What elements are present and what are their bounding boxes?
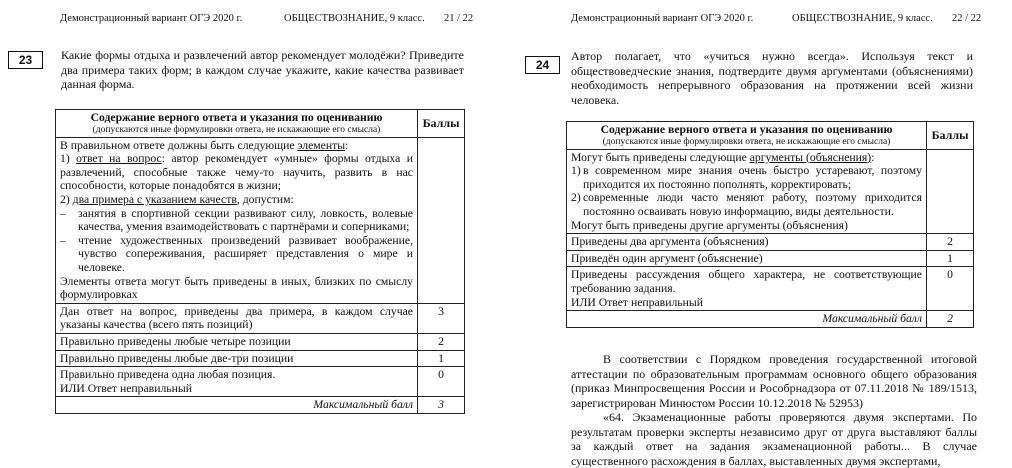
page-number: 22 / 22 — [952, 13, 982, 24]
max-score-value: 3 — [418, 397, 465, 414]
list-item: 1) в современном мире знания очень быстро устаревают, поэтому приходится их постоянно пополнять, корректировать; — [571, 164, 922, 191]
max-score-label: Максимальный балл — [56, 397, 418, 414]
table-row — [567, 250, 974, 267]
scoring-table — [55, 109, 465, 414]
answer-content-row — [56, 137, 465, 303]
criteria-header — [567, 122, 927, 150]
question-text: Какие формы отдыха и развлечений автор рекомендует молодёжи? Приведите два примера таких форм; в каждом случае укажите, какие качества развивает данная форма. — [61, 48, 464, 91]
criteria-header-note: (допускаются иные формулировки ответа, не искажающие его смысла) — [602, 136, 891, 147]
criterion-score: 3 — [418, 303, 465, 333]
answer-closing: Элементы ответа могут быть приведены в иных, близких по смыслу формулировках — [60, 274, 413, 302]
list-item: – чтение художественных произведений развивает воображение, чувство сопереживания, расширяет представления о мире и человеке. — [60, 234, 413, 275]
table-row — [56, 350, 465, 367]
max-score-label: Максимальный балл — [567, 311, 927, 328]
table-row — [567, 234, 974, 251]
question-text: Автор полагает, что «учиться нужно всегда». Используя текст и обществоведческие знания, подтвердите двумя аргументами (объяснениями) необходимость непрерывного образования на протяжении всей жизни человека. — [571, 49, 973, 107]
question-number: 24 — [525, 56, 560, 74]
regulation-text — [571, 352, 977, 468]
question-number: 23 — [8, 51, 43, 69]
regulation-paragraph: «64. Экзаменационные работы проверяются двумя экспертами. По результатам проверки эксперты независимо друг от друга выставляют баллы за каждый ответ на задания экзаменационной работы... В случае существенного расхождения в баллах, выставленных двумя экспертами, — [571, 410, 977, 468]
criterion-text: Приведены рассуждения общего характера, не соответствующие требованию задания. ИЛИ Ответ неправильный — [567, 267, 927, 311]
criterion-text: Правильно приведена одна любая позиция. ИЛИ Ответ неправильный — [56, 367, 418, 397]
criterion-text: Приведены два аргумента (объяснения) — [567, 234, 927, 251]
page-header-subject: ОБЩЕСТВОЗНАНИЕ, 9 класс. — [284, 13, 425, 24]
answer-intro: В правильном ответе должны быть следующие элементы: — [60, 138, 349, 152]
max-score-value: 2 — [927, 311, 974, 328]
criterion-text: Приведён один аргумент (объяснение) — [567, 250, 927, 267]
list-item: – занятия в спортивной секции развивают силу, ловкость, волевые качества, умения взаимодействовать с партнёрами и соперниками; — [60, 207, 413, 234]
table-header-row — [56, 110, 465, 138]
answer-closing: Могут быть приведены другие аргументы (объяснения) — [571, 218, 848, 232]
criteria-header-title: Содержание верного ответа и указания по оцениванию — [600, 123, 893, 136]
answer-element-1: 1) ответ на вопрос: автор рекомендует «умные» формы отдыха и развлечений, способные также чему-то научить, развить в нас способности, которые понадобятся в жизни; — [60, 152, 413, 193]
score-header: Баллы — [418, 110, 465, 138]
criterion-text: Правильно приведены любые две-три позиции — [56, 350, 418, 367]
regulation-paragraph: В соответствии с Порядком проведения государственной итоговой аттестации по образовательным программам основного общего образования (приказ Минпросвещения России и Рособрнадзора от 07.11.2018 № 189/1513, зарегистрирован Минюстом России 10.12.2018 № 52953) — [571, 352, 977, 410]
example-list — [60, 207, 413, 275]
page-header-title: Демонстрационный вариант ОГЭ 2020 г. — [60, 13, 243, 24]
criteria-header-note: (допускаются иные формулировки ответа, не искажающие его смысла) — [92, 124, 381, 135]
criterion-text: Правильно приведены любые четыре позиции — [56, 333, 418, 350]
criterion-score: 2 — [418, 333, 465, 350]
criterion-text: Дан ответ на вопрос, приведены два примера, в каждом случае указаны качества (всего пять позиций) — [56, 303, 418, 333]
answer-element-2: 2) два примера с указанием качеств, допустим: — [60, 192, 294, 206]
criterion-score: 0 — [927, 267, 974, 311]
score-cell-empty — [418, 137, 465, 303]
page-number: 21 / 22 — [444, 13, 474, 24]
argument-list — [571, 164, 922, 218]
page-header-subject: ОБЩЕСТВОЗНАНИЕ, 9 класс. — [792, 13, 933, 24]
table-header-row — [567, 122, 974, 150]
scoring-table — [566, 121, 974, 328]
page-header-title: Демонстрационный вариант ОГЭ 2020 г. — [571, 13, 754, 24]
max-score-row — [56, 397, 465, 414]
table-row — [56, 333, 465, 350]
max-score-row — [567, 311, 974, 328]
list-item: 2) современные люди часто меняют работу, поэтому приходится постоянно осваивать новую информацию, виды деятельности. — [571, 191, 922, 218]
criterion-score: 1 — [418, 350, 465, 367]
criterion-score: 0 — [418, 367, 465, 397]
right-page — [506, 0, 1012, 468]
left-page — [0, 0, 506, 460]
answer-content-row — [567, 149, 974, 234]
criteria-header-title: Содержание верного ответа и указания по оцениванию — [90, 111, 383, 124]
answer-intro: Могут быть приведены следующие аргументы (объяснения): — [571, 150, 875, 164]
answer-content — [567, 149, 927, 234]
criterion-score: 2 — [927, 234, 974, 251]
criteria-header — [56, 110, 418, 138]
table-row — [56, 367, 465, 397]
score-cell-empty — [927, 149, 974, 234]
score-header: Баллы — [927, 122, 974, 150]
table-row — [56, 303, 465, 333]
criterion-score: 1 — [927, 250, 974, 267]
table-row — [567, 267, 974, 311]
answer-content — [56, 137, 418, 303]
